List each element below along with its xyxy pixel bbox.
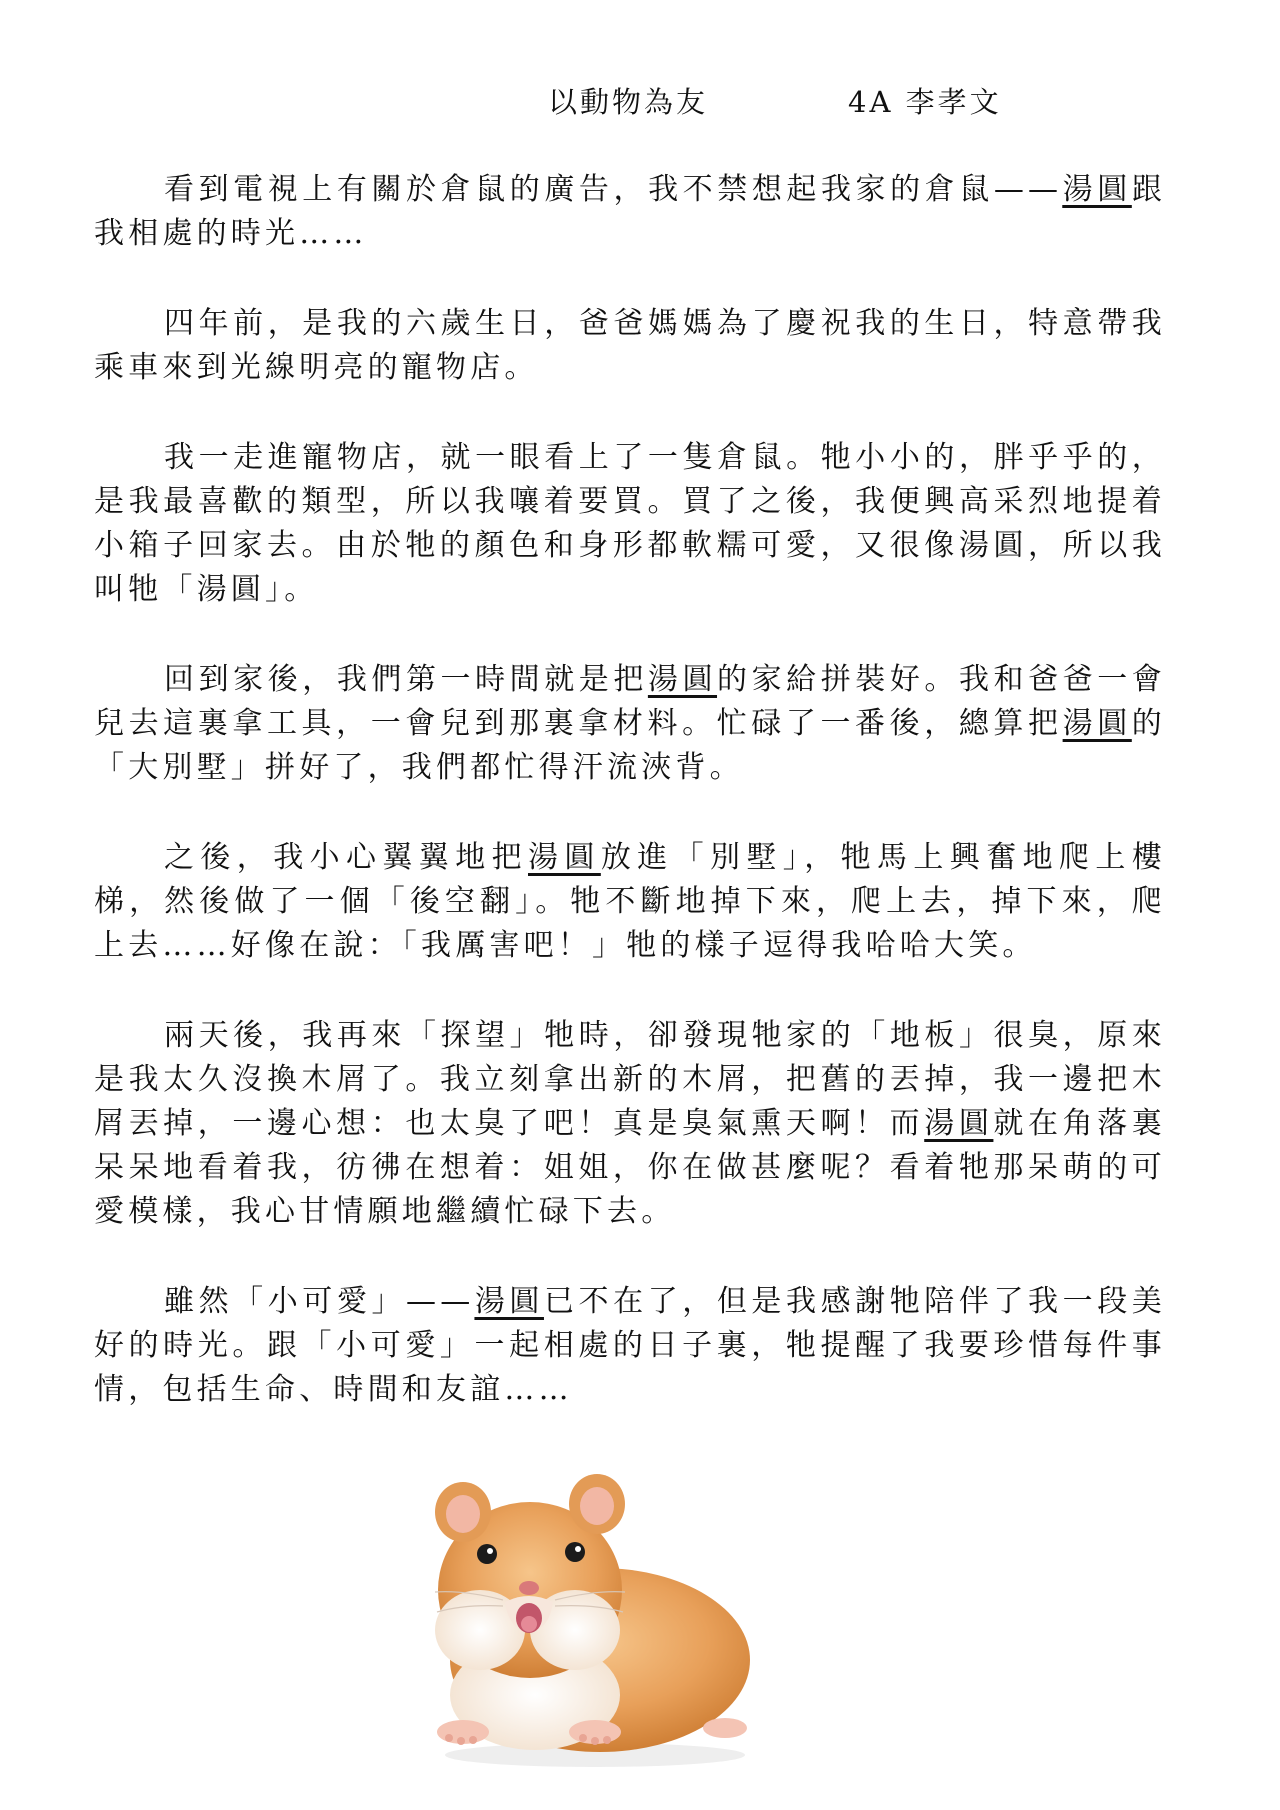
- text-segment: 回到家後，我們第一時間就是把: [164, 662, 648, 697]
- nose: [519, 1581, 539, 1595]
- paragraph: [94, 302, 1166, 390]
- right-eye: [565, 1542, 585, 1562]
- paragraph: [94, 436, 1166, 612]
- underlined-name: 湯圓: [1062, 706, 1132, 741]
- text-segment: 放進「別墅」，牠馬上興奮地爬上樓梯，然後做了一個「後空翻」。牠不斷地掉下來，爬上去，掉下來，爬上去……好像在說：「我厲害吧！」牠的樣子逗得我哈哈大笑。: [94, 840, 1167, 963]
- text-segment: 的家給拼裝好。我和爸爸一會兒去這裏拿工具，一會兒到那裏拿材料。忙碌了一番後，總算把: [94, 662, 1166, 741]
- text-segment: 已不在了，但是我感謝牠陪伴了我一段美好的時光。跟「小可愛」一起相處的日子裏，牠提醒了我要珍惜每件事情，包括生命、時間和友誼……: [94, 1284, 1166, 1407]
- text-segment: 四年前，是我的六歲生日，爸爸媽媽為了慶祝我的生日，特意帶我乘車來到光線明亮的寵物店。: [94, 306, 1166, 385]
- text-segment: 看到電視上有關於倉鼠的廣告，我不禁想起我家的倉鼠——: [164, 172, 1063, 207]
- paragraph: [94, 836, 1166, 968]
- text-segment: 兩天後，我再來「探望」牠時，卻發現牠家的「地板」很臭，原來是我太久沒換木屑了。我立刻拿出新的木屑，把舊的丟掉，我一邊把木屑丟掉，一邊心想：也太臭了吧！真是臭氣熏天啊！而: [94, 1018, 1166, 1141]
- paragraph: [94, 168, 1166, 256]
- paragraph: [94, 1280, 1166, 1412]
- underlined-name: 湯圓: [924, 1106, 994, 1141]
- underlined-name: 湯圓: [528, 840, 601, 875]
- essay-body: [94, 168, 1166, 1458]
- left-eye: [477, 1544, 497, 1564]
- hamster-illustration: [425, 1470, 765, 1770]
- underlined-name: 湯圓: [474, 1284, 544, 1319]
- text-segment: 我一走進寵物店，就一眼看上了一隻倉鼠。牠小小的，胖乎乎的，是我最喜歡的類型，所以我嚷着要買。買了之後，我便興高采烈地提着小箱子回家去。由於牠的顏色和身形都軟糯可愛，又很像湯圓，所以我叫牠「湯圓」。: [94, 440, 1166, 607]
- document-header: [548, 80, 1002, 121]
- text-segment: 之後，我小心翼翼地把: [164, 840, 528, 875]
- essay-title: 以動物為友: [548, 85, 709, 119]
- text-segment: 的「大別墅」拼好了，我們都忙得汗流浹背。: [94, 706, 1166, 785]
- underlined-name: 湯圓: [1062, 172, 1132, 207]
- author-info: 4A 李孝文: [848, 85, 1002, 119]
- text-segment: 跟我相處的時光……: [94, 172, 1167, 251]
- text-segment: 就在角落裏呆呆地看着我，彷彿在想着：姐姐，你在做甚麼呢？看着牠那呆萌的可愛模樣，我心甘情願地繼續忙碌下去。: [94, 1106, 1166, 1229]
- paragraph: [94, 658, 1166, 790]
- paragraph: [94, 1014, 1166, 1234]
- underlined-name: 湯圓: [647, 662, 718, 697]
- text-segment: 雖然「小可愛」——: [164, 1284, 475, 1319]
